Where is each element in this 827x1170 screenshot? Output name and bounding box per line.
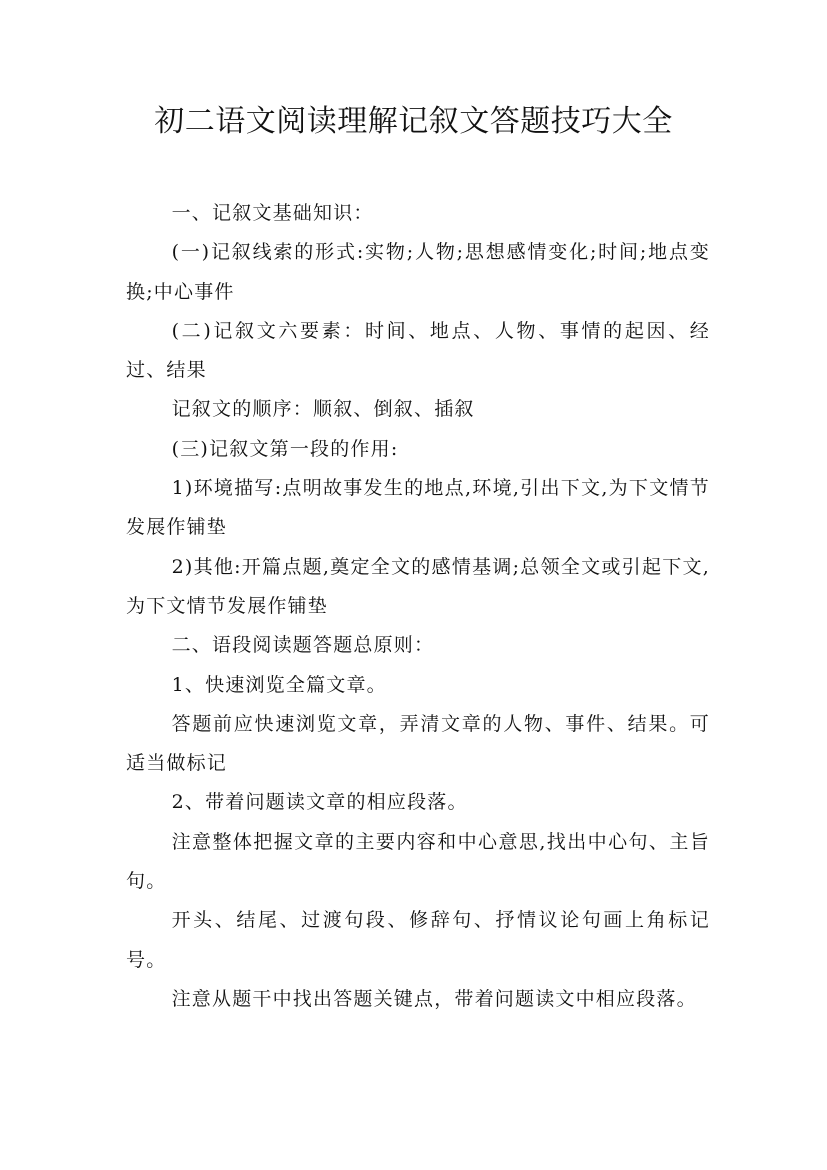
paragraph-step-two-detail-c: 注意从题干中找出答题关键点，带着问题读文中相应段落。 xyxy=(171,987,697,1010)
paragraph-clue-forms: (一)记叙线索的形式:实物;人物;思想感情变化;时间;地点变换;中心事件 xyxy=(126,241,710,303)
paragraph-step-two: 2、带着问题读文章的相应段落。 xyxy=(171,791,468,814)
paragraph-narrative-order: 记叙文的顺序：顺叙、倒叙、插叙 xyxy=(171,398,475,421)
paragraph-step-two-detail-a: 注意整体把握文章的主要内容和中心意思,找出中心句、主旨句。 xyxy=(126,830,710,893)
paragraph-first-paragraph-role: (三)记叙文第一段的作用: xyxy=(171,437,399,460)
paragraph-step-one: 1、快速浏览全篇文章。 xyxy=(171,673,387,696)
paragraph-step-two-detail-b: 开头、结尾、过渡句段、修辞句、抒情议论句画上角标记号。 xyxy=(126,909,710,971)
paragraph-section-one-heading: 一、记叙文基础知识： xyxy=(171,202,374,224)
paragraph-other-roles: 2)其他:开篇点题,奠定全文的感情基调;总领全文或引起下文,为下文情节发展作铺垫 xyxy=(126,555,710,617)
document-title: 初二语文阅读理解记叙文答题技巧大全 xyxy=(154,104,673,139)
paragraph-six-elements: (二)记叙文六要素：时间、地点、人物、事情的起因、经过、结果 xyxy=(126,319,710,382)
paragraph-step-one-detail: 答题前应快速浏览文章，弄清文章的人物、事件、结果。可适当做标记 xyxy=(126,712,710,775)
paragraph-section-two-heading: 二、语段阅读题答题总原则： xyxy=(171,634,435,657)
document-body xyxy=(126,194,710,1019)
paragraph-environment-description: 1)环境描写:点明故事发生的地点,环境,引出下文,为下文情节发展作铺垫 xyxy=(126,477,710,539)
